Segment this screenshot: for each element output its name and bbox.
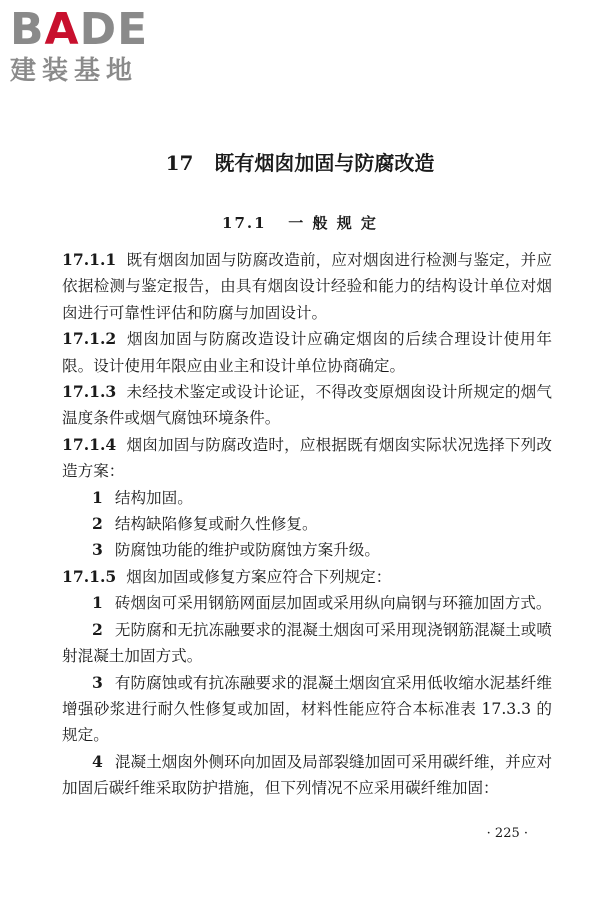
list-item (62, 617, 552, 670)
section-title (0, 212, 600, 233)
section-number: 17.1 (222, 214, 267, 232)
item-text: 无防腐和无抗冻融要求的混凝土烟囱可采用现浇钢筋混凝土或喷射混凝土加固方式。 (62, 620, 552, 666)
item-text: 混凝土烟囱外侧环向加固及局部裂缝加固可采用碳纤维，并应对加固后碳纤维采取防护措施，但下列情况不应采用碳纤维加固： (62, 752, 552, 798)
list-item (62, 511, 552, 537)
logo-subtitle: 建装基地 (10, 56, 139, 86)
bade-logo (10, 4, 180, 86)
clause-17-1-4 (62, 432, 552, 485)
item-number: 3 (92, 540, 103, 560)
chapter-title (0, 147, 600, 176)
clause-17-1-5 (62, 564, 552, 590)
item-number: 3 (92, 672, 103, 692)
clause-17-1-2 (62, 326, 552, 379)
item-number: 1 (92, 487, 103, 507)
item-text: 防腐蚀功能的维护或防腐蚀方案升级。 (114, 541, 380, 560)
clause-text: 未经技术鉴定或设计论证，不得改变原烟囱设计所规定的烟气温度条件或烟气腐蚀环境条件。 (62, 383, 552, 428)
item-number: 2 (92, 514, 103, 534)
clause-number: 17.1.1 (62, 250, 117, 269)
clause-17-1-1 (62, 247, 552, 326)
chapter-number: 17 (165, 151, 194, 175)
clause-text: 烟囱加固与防腐改造时，应根据既有烟囱实际状况选择下列改造方案： (62, 435, 552, 481)
item-number: 1 (92, 593, 103, 613)
list-item (62, 670, 552, 749)
clause-number: 17.1.4 (62, 434, 117, 454)
clause-number: 17.1.3 (62, 382, 117, 402)
clause-17-1-3 (62, 379, 552, 432)
item-text: 有防腐蚀或有抗冻融要求的混凝土烟囱宜采用低收缩水泥基纤维增强砂浆进行耐久性修复或加固，材料性能应符合本标准表 17.3.3 的规定。 (62, 673, 552, 745)
item-text: 砖烟囱可采用钢筋网面层加固或采用纵向扁钢与环箍加固方式。 (114, 594, 552, 613)
list-item (62, 485, 552, 511)
clause-text: 烟囱加固或修复方案应符合下列规定： (126, 567, 392, 586)
list-item (62, 537, 552, 563)
list-item (62, 749, 552, 802)
item-text: 结构加固。 (114, 488, 193, 507)
item-number: 2 (92, 619, 103, 639)
clause-list (62, 247, 552, 802)
chapter-title-text: 既有烟囱加固与防腐改造 (214, 151, 435, 175)
item-number: 4 (92, 751, 103, 771)
section-title-text: 一 般 规 定 (288, 214, 378, 232)
list-item (62, 590, 552, 616)
clause-number: 17.1.2 (62, 329, 117, 349)
logo-wordmark: BADE (10, 4, 149, 55)
page-number: · 225 · (486, 826, 528, 841)
clause-text: 既有烟囱加固与防腐改造前，应对烟囱进行检测与鉴定，并应依据检测与鉴定报告，由具有烟囱设计经验和能力的结构设计单位对烟囱进行可靠性评估和防腐与加固设计。 (62, 251, 552, 322)
clause-text: 烟囱加固与防腐改造设计应确定烟囱的后续合理设计使用年限。设计使用年限应由业主和设计单位协商确定。 (62, 330, 552, 375)
item-text: 结构缺陷修复或耐久性修复。 (114, 515, 318, 534)
clause-number: 17.1.5 (62, 566, 117, 586)
